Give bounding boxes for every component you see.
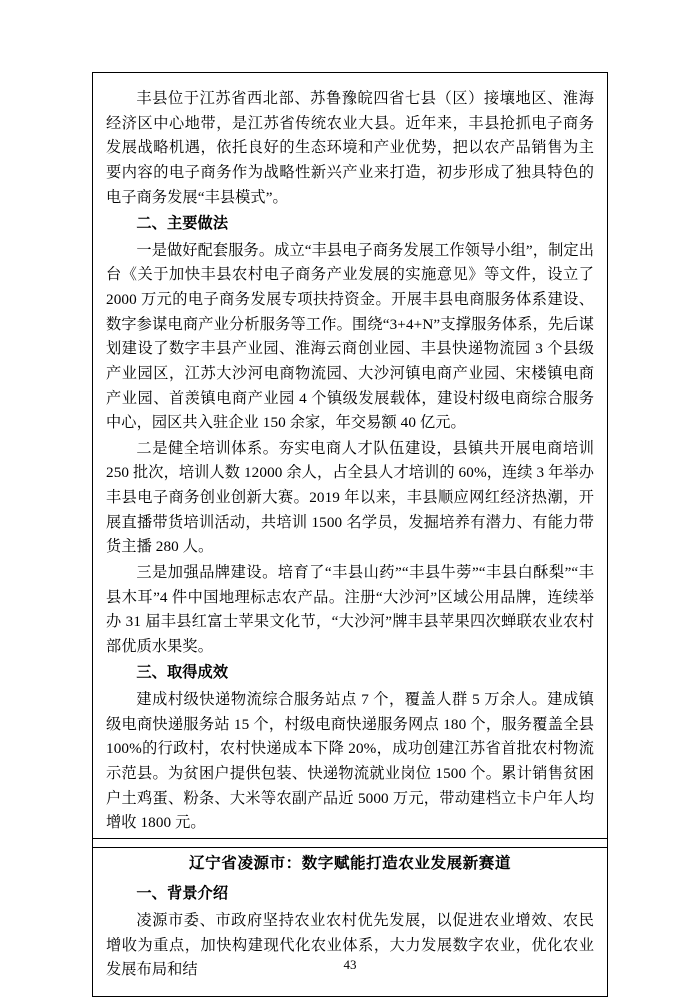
section-heading-three: 三、取得成效 xyxy=(136,664,229,682)
next-section-paragraph-1: 凌源市委、市政府坚持农业农村优先发展，以促进农业增效、农民增收为重点，加快构建现代化农业体系，大力发展数字农业，优化农业发展布局和结 xyxy=(106,911,594,979)
section-heading-two: 二、主要做法 xyxy=(136,215,229,233)
page-number: 43 xyxy=(343,957,357,972)
practice-paragraph-3: 三是加强品牌建设。培育了“丰县山药”“丰县牛蒡”“丰县白酥梨”“丰县木耳”4 件中国地理标志农产品。注册“大沙河”区域公用品牌，连续举办 31 届丰县红富士苹果文化节，“大沙河”牌丰县苹果四次蝉联农业农村部优质水果奖。 xyxy=(106,563,594,655)
intro-paragraph: 丰县位于江苏省西北部、苏鲁豫皖四省七县（区）接壤地区、淮海经济区中心地带，是江苏省传统农业大县。近年来，丰县抢抓电子商务发展战略机遇，依托良好的生态环境和产业优势，把以农产品销售为主要内容的电子商务作为战略性新兴产业来打造，初步形成了独具特色的电子商务发展“丰县模式”。 xyxy=(106,90,594,206)
main-content-box xyxy=(92,72,608,848)
next-section-heading-one: 一、背景介绍 xyxy=(136,885,229,903)
next-section-title: 辽宁省凌源市：数字赋能打造农业发展新赛道 xyxy=(189,855,511,872)
practice-paragraph-2: 二是健全培训体系。夯实电商人才队伍建设，县镇共开展电商培训 250 批次，培训人数 12000 余人，占全县人才培训的 60%，连续 3 年举办丰县电子商务创业创新大赛。2019 年以来，丰县顺应网红经济热潮，开展直播带货培训活动，共培训 1500 名学员，发掘培养有潜力、有能力带货主播 280 人。 xyxy=(106,439,594,556)
practice-paragraph-1: 一是做好配套服务。成立“丰县电子商务发展工作领导小组”，制定出台《关于加快丰县农村电子商务产业发展的实施意见》等文件，设立了 2000 万元的电子商务发展专项扶持资金。开展丰县电商服务体系建设、数字参谋电商产业分析服务等工作。围绕“3+4+N”支撑服务体系，先后谋划建设了数字丰县产业园、淮海云商创业园、丰县快递物流园 3 个县级产业园区，江苏大沙河电商物流园、大沙河镇电商产业园、宋楼镇电商产业园、首羡镇电商产业园 4 个镇级发展载体，建设村级电商综合服务中心，园区共入驻企业 150 余家，年交易额 40 亿元。 xyxy=(106,241,594,432)
result-paragraph-1: 建成村级快递物流综合服务站点 7 个，覆盖人群 5 万余人。建成镇级电商快递服务站 15 个，村级电商快递服务网点 180 个，服务覆盖全县 100%的行政村，农村快递成本下降 20%，成功创建江苏省首批农村物流示范县。为贫困户提供包装、快递物流就业岗位 1500 个。累计销售贫困户土鸡蛋、粉条、大米等农副产品近 5000 万元，带动建档立卡户年人均增收 1800 元。 xyxy=(106,691,594,832)
